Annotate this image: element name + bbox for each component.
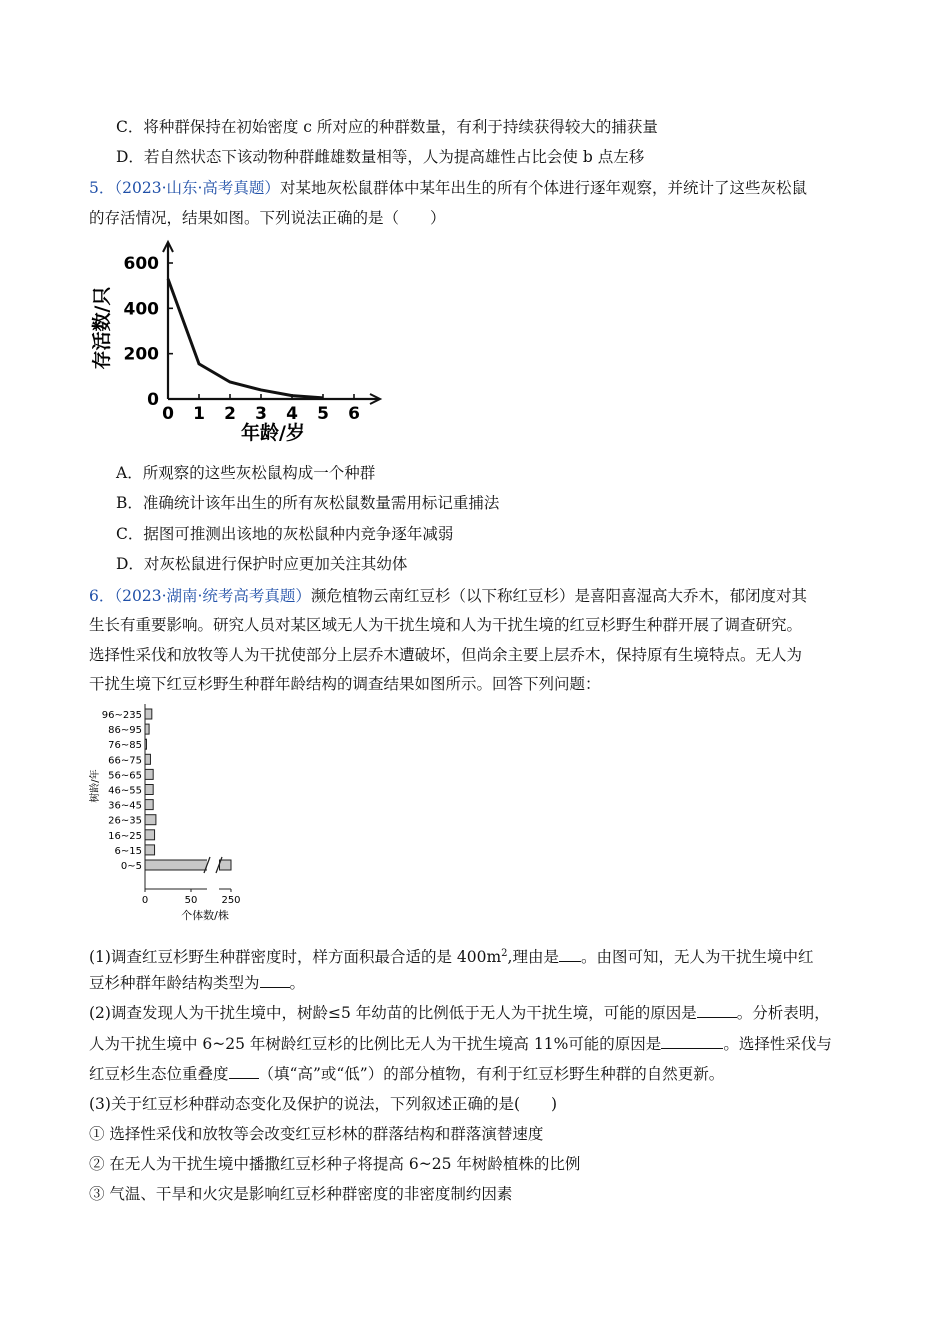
q6-part3-line: (3)关于红豆杉种群动态变化及保护的说法，下列叙述正确的是( ) (89, 1095, 558, 1113)
survival-xtick-label-4: 4 (286, 404, 298, 424)
q6-part2-text-a: (2)调查发现人为干扰生境中，树龄≤5 年幼苗的比例低于无人为干扰生境，可能的原因是 (89, 1004, 697, 1022)
q6-part2-text-f: （填“高”或“低”）的部分植物，有利于红豆杉野生种群的自然更新。 (258, 1065, 725, 1083)
q6-statement-2: ② 在无人为干扰生境中播撒红豆杉种子将提高 6~25 年树龄植株的比例 (89, 1155, 581, 1173)
age-xtick-label-0: 0 (141, 895, 149, 906)
q6-stem-line-4: 干扰生境下红豆杉野生种群年龄结构的调查结果如图所示。回答下列问题： (89, 675, 601, 693)
q6-blank-5[interactable] (229, 1064, 259, 1079)
survival-line-chart (88, 236, 408, 446)
survival-chart-xlabel: 年龄/岁 (241, 422, 305, 444)
survival-xtick-label-6: 6 (348, 404, 360, 424)
q6-part2-text-b: 。分析表明， (736, 1004, 830, 1022)
q6-part1-text-c: 。由图可知，无人为干扰生境中红 (580, 948, 814, 967)
q6-part1-text-b: ,理由是 (507, 948, 559, 967)
q6-part2-line-3 (89, 1064, 890, 1084)
age-xtick-label-2: 250 (221, 895, 241, 906)
survival-xtick-label-5: 5 (317, 404, 329, 424)
q6-stem-line-1 (89, 586, 890, 606)
age-bar-0 (145, 709, 152, 719)
age-chart-ylabel: 树龄/年 (90, 769, 101, 803)
q5-source: （2023·山东·高考真题） (114, 179, 280, 197)
age-category-label-5: 46~55 (108, 785, 142, 797)
q6-stem-text: 濒危植物云南红豆杉（以下称红豆杉）是喜阳喜湿高大乔木，郁闭度对其 (310, 587, 807, 605)
q6-blank-3[interactable] (697, 1003, 737, 1018)
q6-stem-line-3: 选择性采伐和放牧等人为干扰使部分上层乔木遭破坏，但尚余主要上层乔木，保持原有生境特点。无人为 (89, 646, 803, 664)
age-chart-category-labels (102, 710, 142, 872)
age-bar-1 (145, 724, 149, 734)
age-category-label-8: 16~25 (108, 830, 142, 842)
survival-xtick-label-2: 2 (224, 404, 236, 424)
age-category-label-6: 36~45 (108, 800, 142, 812)
age-category-label-10: 0~5 (120, 861, 142, 872)
age-bar-5 (145, 785, 153, 795)
q6-part1-superscript: 2 (501, 948, 508, 959)
age-category-label-2: 76~85 (108, 740, 142, 752)
age-chart-xlabel: 个体数/株 (181, 909, 229, 922)
survival-xtick-label-0: 0 (162, 404, 174, 424)
q5-stem-line-2: 的存活情况，结果如图。下列说法正确的是（ ） (89, 209, 446, 227)
q6-statement-1: ① 选择性采伐和放牧等会改变红豆杉林的群落结构和群落演替速度 (89, 1125, 544, 1143)
q5-stem-text: 对某地灰松鼠群体中某年出生的所有个体进行逐年观察，并统计了这些灰松鼠 (279, 179, 807, 197)
q5-number: 5． (89, 179, 115, 197)
q6-blank-2[interactable] (260, 973, 290, 988)
survival-chart-ylabel: 存活数/只 (91, 286, 113, 370)
age-bar-3 (145, 754, 150, 764)
q6-blank-1[interactable] (559, 947, 581, 962)
q6-statement-3: ③ 气温、干旱和火灾是影响红豆杉种群密度的非密度制约因素 (89, 1185, 513, 1203)
age-xtick-label-1: 50 (184, 895, 198, 906)
age-category-label-3: 66~75 (108, 755, 142, 767)
q6-source: （2023·湖南·统考高考真题） (114, 587, 311, 605)
q6-part1-text-a: (1)调查红豆杉野生种群密度时，样方面积最合适的是 400m (89, 948, 502, 967)
q6-part1-text-d: 豆杉种群年龄结构类型为 (89, 974, 260, 992)
survival-xtick-label-3: 3 (255, 404, 267, 424)
q5-option-a: A．所观察的这些灰松鼠构成一个种群 (116, 464, 376, 482)
survival-chart-axes (163, 242, 380, 404)
q4-option-d: D．若自然状态下该动物种群雌雄数量相等，人为提高雄性占比会使 b 点左移 (116, 148, 645, 166)
age-category-label-1: 86~95 (108, 725, 142, 737)
q6-blank-4[interactable] (661, 1034, 723, 1049)
q6-part1-line-2 (89, 973, 890, 993)
q4-option-c: C．将种群保持在初始密度 c 所对应的种群数量，有利于持续获得较大的捕获量 (116, 118, 658, 136)
survival-ytick-label-0: 0 (147, 390, 159, 410)
q6-number: 6． (89, 587, 115, 605)
q6-part2-line-1 (89, 1003, 890, 1023)
age-chart-bars (145, 709, 231, 873)
survival-ytick-label-600: 600 (123, 254, 159, 274)
survival-curve (168, 279, 323, 398)
q5-option-c: C．据图可推测出该地的灰松鼠种内竞争逐年减弱 (116, 525, 454, 543)
age-category-label-7: 26~35 (108, 815, 142, 827)
q6-part2-text-c: 人为干扰生境中 6~25 年树龄红豆杉的比例比无人为干扰生境高 11%可能的原因是 (89, 1035, 662, 1053)
age-category-label-9: 6~15 (114, 845, 142, 857)
q6-part1-text-e: 。 (289, 974, 306, 992)
age-chart-xticks (142, 889, 241, 906)
q6-stem-line-2: 生长有重要影响。研究人员对某区域无人为干扰生境和人为干扰生境的红豆杉野生种群开展了调查研究。 (89, 616, 803, 634)
age-category-label-4: 56~65 (108, 770, 142, 782)
survival-ytick-label-400: 400 (123, 299, 159, 320)
age-bar-7 (145, 815, 156, 825)
q6-part2-text-d: 。选择性采伐与 (723, 1035, 832, 1053)
q5-option-d: D．对灰松鼠进行保护时应更加关注其幼体 (116, 555, 408, 573)
survival-ytick-label-200: 200 (123, 344, 159, 365)
age-bar-8 (145, 830, 155, 840)
age-bar-9 (145, 845, 155, 855)
q6-part2-line-2 (89, 1034, 890, 1054)
age-structure-bar-chart (86, 700, 256, 928)
q6-part2-text-e: 红豆杉生态位重叠度 (89, 1065, 229, 1083)
age-bar-4 (145, 769, 153, 779)
q5-stem-line-1 (89, 178, 890, 198)
age-category-label-0: 96~235 (101, 710, 142, 721)
survival-xtick-label-1: 1 (193, 404, 205, 424)
q6-part1-line-1 (89, 944, 890, 967)
age-bar-break-edge (219, 860, 220, 870)
q5-option-b: B．准确统计该年出生的所有灰松鼠数量需用标记重捕法 (116, 494, 500, 512)
age-bar-6 (145, 800, 153, 810)
